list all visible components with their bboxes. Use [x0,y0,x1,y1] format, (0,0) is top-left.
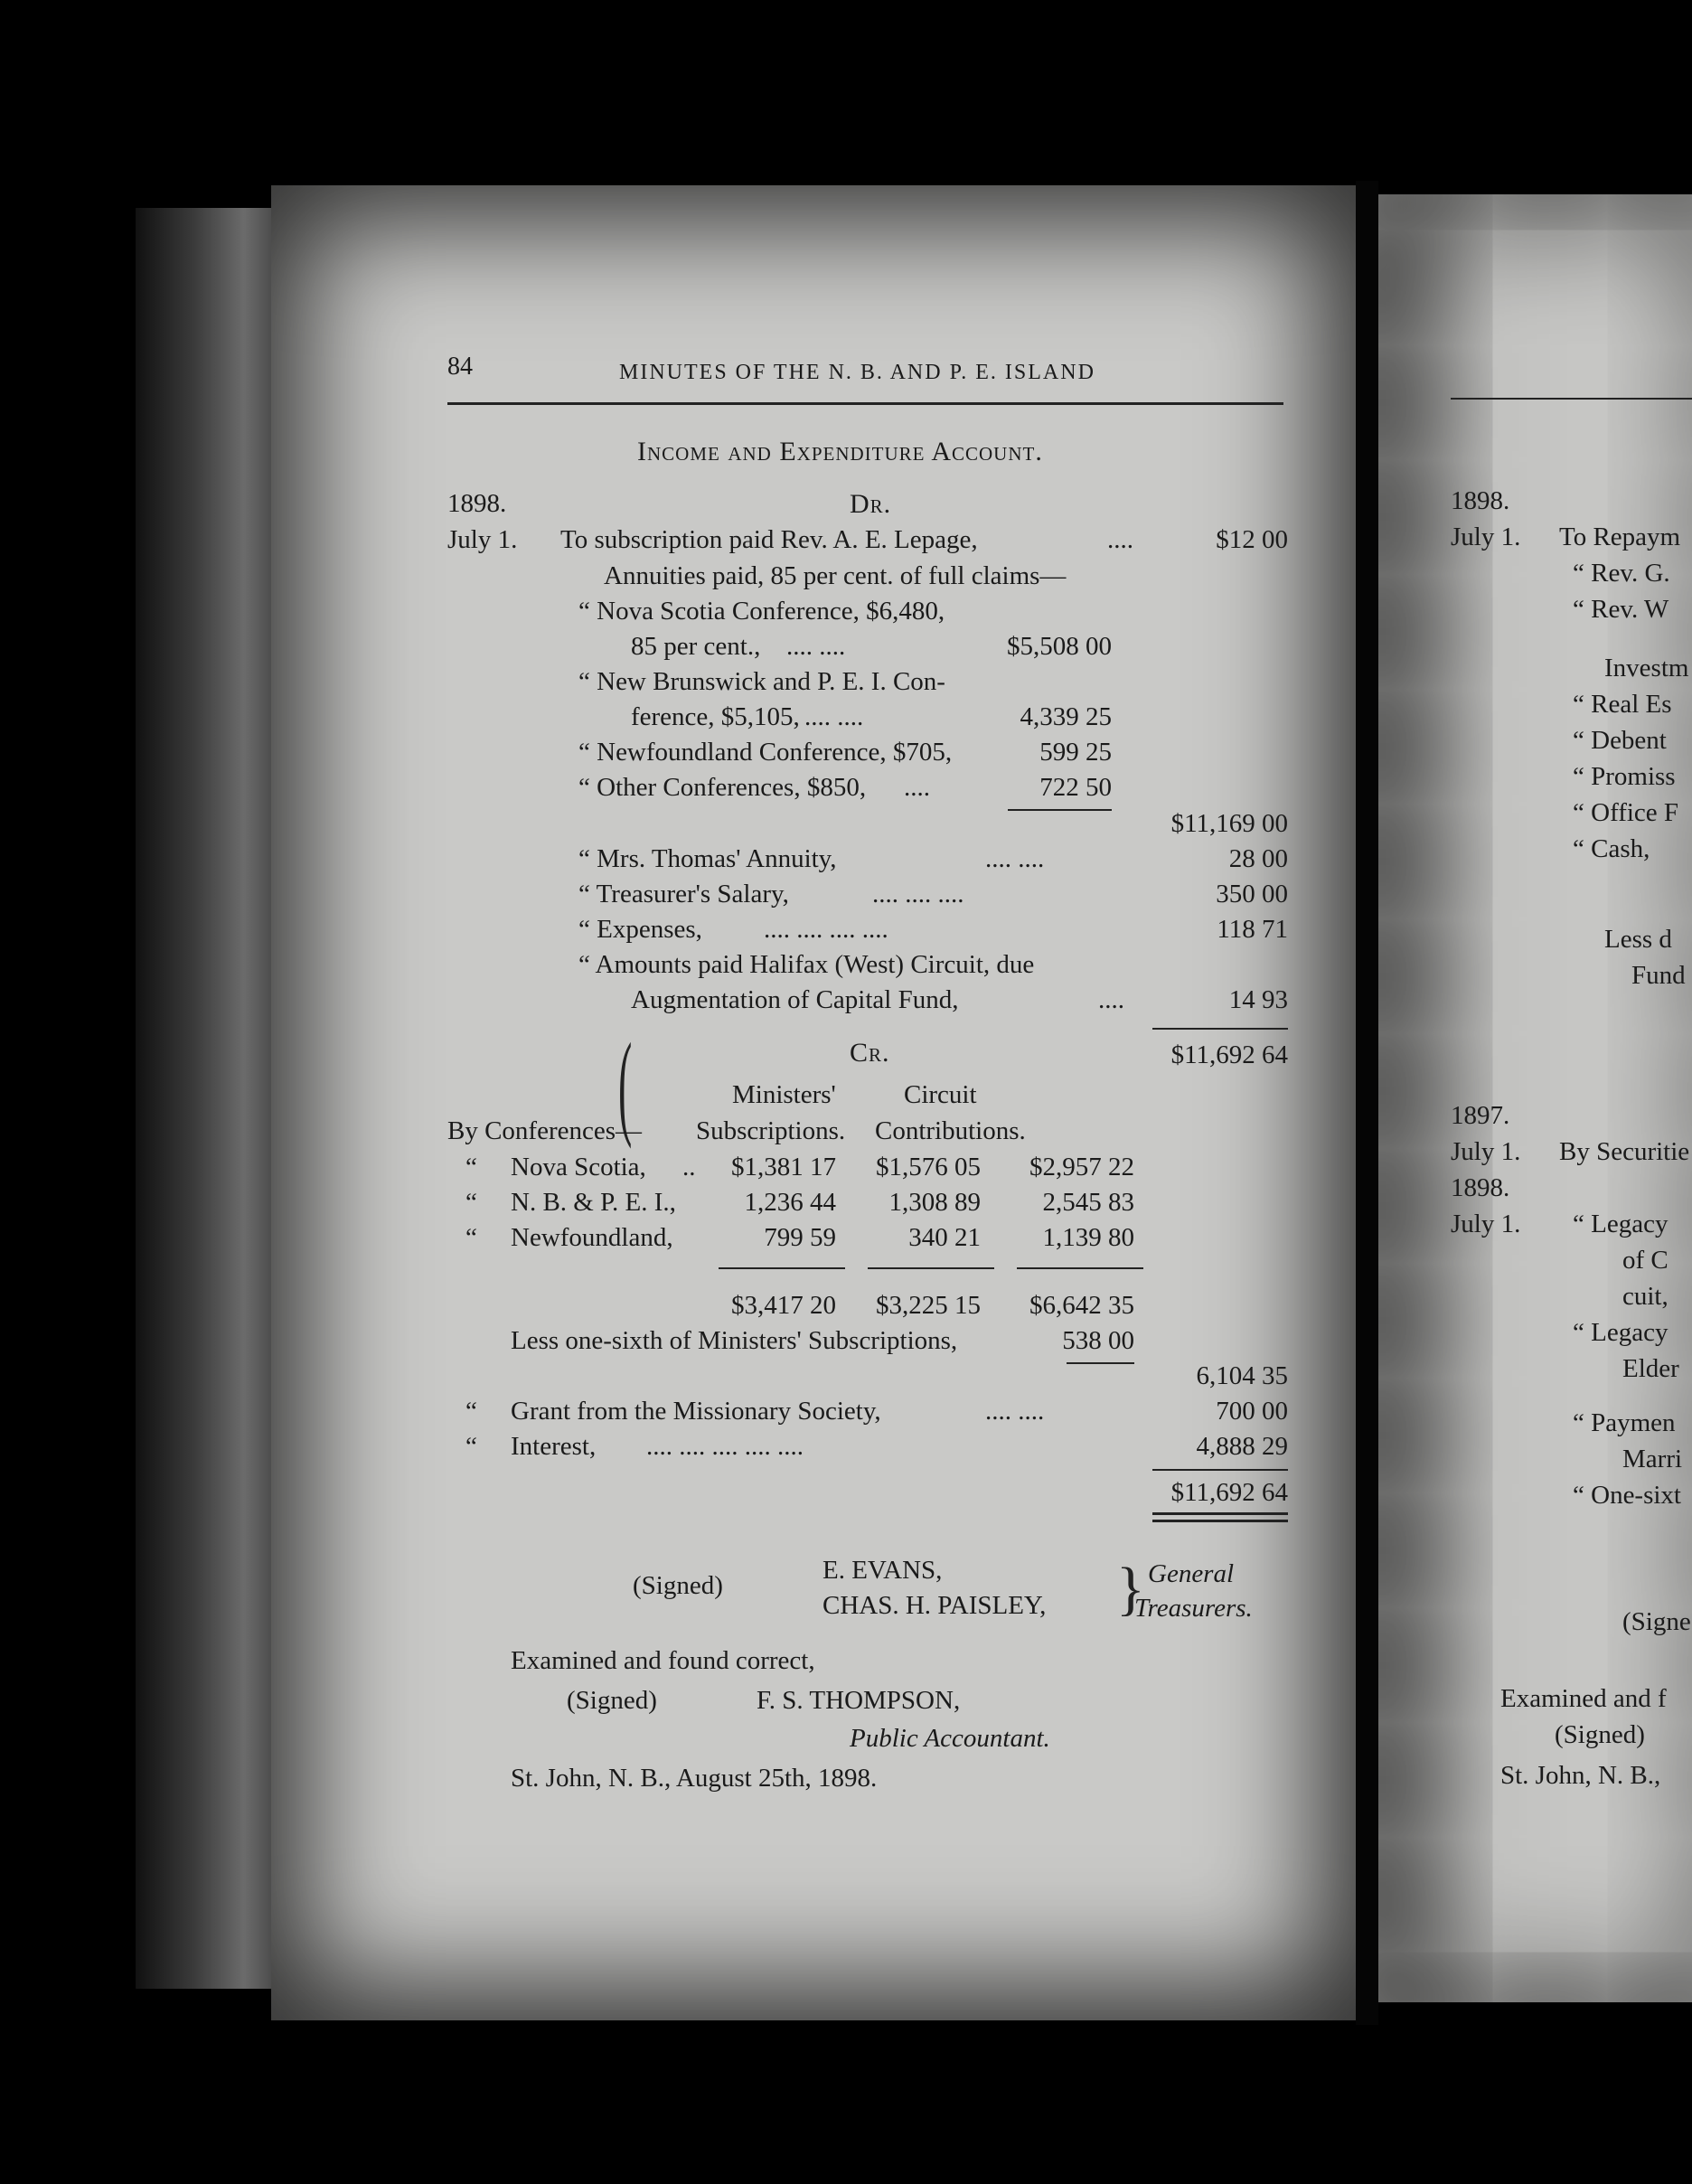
cr-col-rule-3 [1017,1267,1143,1269]
dr-line-11-amount: 350 00 [1216,880,1288,908]
right-line: “ Legacy [1573,1318,1668,1347]
dr-total: $11,692 64 [1170,1040,1288,1069]
cr-row-circuit: $1,576 05 [876,1153,981,1181]
right-line: July 1. [1451,522,1521,551]
account-title: Income and Expenditure Account. [637,437,1043,466]
dr-line-11-dots: .... .... .... [872,880,964,908]
right-line: “ Office F [1573,798,1679,827]
right-line: By Securitie [1559,1137,1690,1166]
dr-line-12-dots: .... .... .... .... [764,915,888,944]
cr-row-ministers: $1,381 17 [731,1153,836,1181]
cr-col-head-circuit: Circuit [904,1080,977,1109]
dr-line-12-text: “ Expenses, [578,915,702,944]
signer-paisley: CHAS. H. PAISLEY, [822,1591,1047,1620]
dr-line-10-dots: .... .... [985,844,1045,873]
right-line: 1898. [1451,1173,1510,1202]
right-line: (Signed) [1555,1720,1645,1749]
signed-label-2: (Signed) [567,1686,657,1715]
dr-line-10-text: “ Mrs. Thomas' Annuity, [578,844,837,873]
right-line: “ Cash, [1573,834,1650,863]
right-line: St. John, N. B., [1500,1761,1661,1790]
cr-row-ministers: 799 59 [764,1223,836,1252]
accountant-name: F. S. THOMPSON, [757,1686,961,1715]
grant-text: Grant from the Missionary Society, [511,1397,881,1426]
cr-row-name: N. B. & P. E. I., [511,1188,676,1217]
header-rule [447,402,1283,405]
right-line: Elder [1622,1354,1679,1383]
cr-col-rule-1 [719,1267,845,1269]
cr-label: Cr. [850,1038,890,1068]
cr-double-rule-1 [1152,1512,1288,1515]
right-line: cuit, [1622,1282,1668,1311]
cr-total-ministers: $3,417 20 [731,1291,836,1320]
role-general: General [1148,1559,1235,1588]
less-one-sixth-text: Less one-sixth of Ministers' Subscriptions, [511,1326,958,1355]
right-line: “ Paymen [1573,1408,1676,1437]
right-line: “ Promiss [1573,762,1676,791]
dr-line-2-text: Annuities paid, 85 per cent. of full claims— [604,561,1067,590]
right-line: To Repaym [1559,522,1681,551]
cr-col-head-contributions: Contributions. [875,1116,1026,1145]
dr-line-6-dots: .... .... [804,702,864,731]
cr-total-rule [1152,1469,1288,1471]
book-page-edges [136,208,280,1989]
signer-evans: E. EVANS, [822,1556,943,1585]
interest-mark: “ [465,1432,477,1461]
cr-col-head-subscriptions: Subscriptions. [696,1116,846,1145]
dr-line-1-text: To subscription paid Rev. A. E. Lepage, [560,525,978,554]
right-page [1378,194,1692,2002]
right-line: 1898. [1451,486,1510,515]
dr-line-5-text: “ New Brunswick and P. E. I. Con- [578,667,945,696]
subtotal-rule [1008,809,1112,811]
place-date: St. John, N. B., August 25th, 1898. [511,1764,878,1793]
interest-dots: .... .... .... .... .... [646,1432,804,1461]
dr-line-14-dots: .... [1098,985,1124,1014]
cr-row-total: 1,139 80 [1042,1223,1134,1252]
cr-row-ministers: 1,236 44 [744,1188,836,1217]
cr-row-mark: “ [465,1153,477,1181]
right-line: (Signe [1622,1607,1691,1636]
cr-row-circuit: 1,308 89 [888,1188,981,1217]
left-page [271,185,1356,2020]
examined-text: Examined and found correct, [511,1646,815,1675]
right-line: Fund [1631,961,1686,990]
role-treasurers: Treasurers. [1134,1594,1253,1623]
dr-line-14-amount: 14 93 [1228,985,1288,1014]
cr-row-mark: “ [465,1188,477,1217]
dr-total-rule [1152,1028,1288,1030]
right-line: 1897. [1451,1101,1510,1130]
right-line: “ Rev. W [1573,595,1669,624]
dr-line-1-dots: .... [1107,525,1133,554]
cr-col-head-ministers: Ministers' [732,1080,836,1109]
right-line: “ Rev. G. [1573,559,1670,588]
right-header-rule [1451,398,1692,400]
cr-total-circuit: $3,225 15 [876,1291,981,1320]
right-line: July 1. [1451,1210,1521,1238]
cr-total-all: $6,642 35 [1029,1291,1134,1320]
dr-line-13-text: “ Amounts paid Halifax (West) Circuit, due [578,950,1035,979]
right-line: Investm [1604,654,1689,682]
grant-mark: “ [465,1397,477,1426]
dr-line-7-text: “ Newfoundland Conference, $705, [578,738,953,767]
dr-line-4-amount: $5,508 00 [1007,632,1112,661]
cr-row-name: Nova Scotia, [511,1153,646,1181]
accountant-role: Public Accountant. [850,1724,1050,1753]
page-number: 84 [447,353,473,381]
cr-row-total: 2,545 83 [1042,1188,1134,1217]
cr-col-rule-2 [868,1267,994,1269]
signers-brace: } [1116,1556,1145,1622]
dr-line-6-amount: 4,339 25 [1020,702,1112,731]
signed-label: (Signed) [633,1571,723,1600]
dr-date: July 1. [447,525,518,554]
dr-line-8-amount: 722 50 [1039,773,1112,802]
right-line: “ Real Es [1573,690,1672,719]
cr-total: $11,692 64 [1170,1478,1288,1507]
dr-line-7-amount: 599 25 [1039,738,1112,767]
book-gutter [1356,181,1378,2025]
dr-year: 1898. [447,489,507,518]
interest-amount: 4,888 29 [1196,1432,1288,1461]
right-line: of C [1622,1246,1668,1275]
dr-line-8-dots: .... [904,773,930,802]
right-line: “ Debent [1573,726,1667,755]
less-one-sixth-amount: 538 00 [1062,1326,1134,1355]
dr-subtotal: $11,169 00 [1170,809,1288,838]
dr-label: Dr. [850,489,892,519]
dr-line-4-dots: .... .... [786,632,846,661]
cr-row-name: Newfoundland, [511,1223,673,1252]
cr-row-total: $2,957 22 [1029,1153,1134,1181]
dr-line-10-amount: 28 00 [1228,844,1288,873]
right-line: Examined and f [1500,1684,1667,1713]
right-line: “ Legacy [1573,1210,1668,1238]
interest-text: Interest, [511,1432,597,1461]
grant-dots: .... .... [985,1397,1045,1426]
right-line: Marri [1622,1445,1683,1473]
cr-double-rule-2 [1152,1520,1288,1522]
cr-row-circuit: 340 21 [908,1223,981,1252]
right-line: Less d [1604,925,1672,954]
cr-row-mark: “ [465,1223,477,1252]
dr-line-12-amount: 118 71 [1217,915,1288,944]
dr-line-6-text: ference, $5,105, [631,702,800,731]
running-head: MINUTES OF THE N. B. AND P. E. ISLAND [619,361,1095,384]
dr-line-8-text: “ Other Conferences, $850, [578,773,867,802]
dr-line-11-text: “ Treasurer's Salary, [578,880,789,908]
cr-by-conferences: By Conferences— [447,1116,643,1145]
net-amount: 6,104 35 [1196,1361,1288,1390]
cr-bracket: ( [618,1020,633,1150]
dr-line-1-amount: $12 00 [1216,525,1288,554]
right-line: July 1. [1451,1137,1521,1166]
right-line: “ One-sixt [1573,1481,1681,1510]
grant-amount: 700 00 [1216,1397,1288,1426]
dr-line-4-text: 85 per cent., [631,632,761,661]
dr-line-14-text: Augmentation of Capital Fund, [631,985,959,1014]
cr-row-dots: .. [682,1153,696,1181]
dr-line-3-text: “ Nova Scotia Conference, $6,480, [578,597,945,626]
